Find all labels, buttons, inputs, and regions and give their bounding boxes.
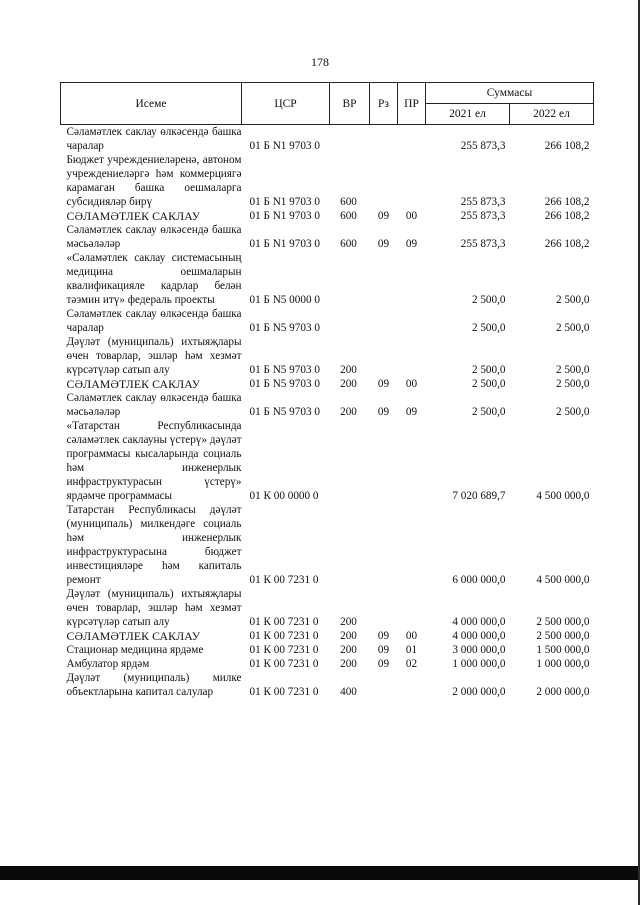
table-row (61, 307, 594, 335)
cell-y2: 266 108,2 (544, 238, 590, 250)
cell-y2: 2 500 000,0 (536, 630, 590, 642)
header-csr: ЦСР (242, 83, 330, 125)
cell-y2: 266 108,2 (544, 210, 590, 222)
cell-pr (398, 125, 426, 154)
cell-pr (398, 251, 426, 307)
table-row (61, 335, 594, 377)
cell-vr (330, 125, 370, 154)
cell-rz (370, 251, 398, 307)
cell-csr: 01 Б N1 9703 0 (249, 238, 320, 250)
table-row (61, 153, 594, 209)
cell-y1: 3 000 000,0 (452, 644, 506, 656)
cell-rz: 09 (377, 406, 390, 418)
cell-pr: 00 (405, 210, 418, 222)
cell-csr: 01 Б N5 9703 0 (249, 322, 320, 334)
cell-y2: 2 500,0 (555, 294, 590, 306)
cell-name: Дәүләт (муниципаль) ихтыяҗлары өчен товарлар, эшләр һәм хезмәт күрсәтүләр сатып алу (66, 588, 242, 628)
cell-y2: 266 108,2 (544, 140, 590, 152)
cell-rz (370, 671, 398, 699)
table-row (61, 391, 594, 419)
table-row (61, 503, 594, 587)
cell-csr: 01 Б N5 0000 0 (249, 294, 320, 306)
cell-pr: 00 (405, 378, 418, 390)
cell-y1: 2 500,0 (471, 406, 506, 418)
cell-name: Сәламәтлек саклау өлкәсендә башка мәсьәләләр (66, 224, 242, 250)
cell-y1: 255 873,3 (460, 210, 506, 222)
cell-name: СӘЛАМӘТЛЕК САКЛАУ (66, 209, 201, 223)
cell-y1: 2 500,0 (471, 364, 506, 376)
cell-pr: 09 (405, 238, 418, 250)
cell-vr: 200 (340, 616, 357, 628)
cell-rz: 09 (377, 238, 390, 250)
cell-y2: 1 000 000,0 (536, 658, 590, 670)
cell-vr (330, 503, 370, 587)
cell-pr: 09 (405, 406, 418, 418)
cell-y1: 6 000 000,0 (452, 574, 506, 586)
cell-rz (370, 587, 398, 629)
cell-name: Сәламәтлек саклау өлкәсендә башка чаралар (66, 126, 242, 152)
cell-name: СӘЛАМӘТЛЕК САКЛАУ (66, 629, 201, 643)
cell-csr: 01 Б N5 9703 0 (249, 378, 320, 390)
cell-name: «Сәламәтлек саклау системасының медицина оешмаларын квалификацияле кадрлар белән тәэмин итү» федераль проекты (66, 252, 242, 306)
cell-vr: 200 (340, 658, 357, 670)
table-row (61, 419, 594, 503)
cell-rz (370, 153, 398, 209)
cell-name: «Татарстан Республикасында сәламәтлек саклауны үстерү» дәүләт программасы кысаларында социаль һәм инженерлык инфраструктурасын үстерү» ярдәмче программасы (66, 420, 242, 502)
cell-rz: 09 (377, 658, 390, 670)
cell-csr: 01 К 00 7231 0 (249, 644, 319, 656)
cell-y2: 4 500 000,0 (536, 574, 590, 586)
cell-vr: 400 (340, 686, 357, 698)
cell-vr: 600 (340, 238, 357, 250)
cell-pr: 00 (405, 630, 418, 642)
cell-pr (398, 153, 426, 209)
cell-y1: 1 000 000,0 (452, 658, 506, 670)
cell-vr: 200 (340, 630, 357, 642)
cell-pr (398, 307, 426, 335)
cell-vr (330, 419, 370, 503)
cell-y2: 1 500 000,0 (536, 644, 590, 656)
cell-name: Стационар медицина ярдәме (66, 644, 204, 656)
table-row (61, 657, 594, 671)
cell-y1: 2 000 000,0 (452, 686, 506, 698)
cell-csr: 01 Б N1 9703 0 (249, 210, 320, 222)
cell-y1: 4 000 000,0 (452, 630, 506, 642)
cell-rz (370, 503, 398, 587)
cell-y2: 266 108,2 (544, 196, 590, 208)
table-row (61, 377, 594, 391)
header-pr: ПР (398, 83, 426, 125)
cell-rz: 09 (377, 210, 390, 222)
cell-csr: 01 К 00 7231 0 (249, 630, 319, 642)
cell-y2: 2 000 000,0 (536, 686, 590, 698)
cell-pr (398, 587, 426, 629)
cell-vr: 600 (340, 210, 357, 222)
cell-y2: 2 500,0 (555, 406, 590, 418)
cell-pr (398, 419, 426, 503)
header-year-2021: 2021 ел (426, 104, 510, 125)
cell-y2: 2 500,0 (555, 364, 590, 376)
table-row (61, 223, 594, 251)
table-row (61, 587, 594, 629)
cell-y1: 2 500,0 (471, 294, 506, 306)
cell-vr: 200 (340, 406, 357, 418)
cell-vr (330, 307, 370, 335)
cell-pr: 02 (405, 658, 418, 670)
header-rz: Рз (370, 83, 398, 125)
cell-csr: 01 К 00 0000 0 (249, 490, 319, 502)
cell-rz (370, 307, 398, 335)
cell-y2: 2 500 000,0 (536, 616, 590, 628)
cell-pr (398, 335, 426, 377)
cell-csr: 01 К 00 7231 0 (249, 574, 319, 586)
cell-vr (330, 251, 370, 307)
cell-csr: 01 К 00 7231 0 (249, 616, 319, 628)
cell-vr: 600 (340, 196, 357, 208)
cell-rz: 09 (377, 644, 390, 656)
scan-bottom-bar (0, 866, 640, 880)
table-row (61, 251, 594, 307)
cell-y1: 2 500,0 (471, 322, 506, 334)
cell-csr: 01 Б N1 9703 0 (249, 196, 320, 208)
cell-name: Татарстан Республикасы дәүләт (муниципаль) милкендәге социаль һәм инженерлык инфраструктурасына бюджет инвестицияләре һәм капиталь ремонт (66, 504, 242, 586)
cell-csr: 01 К 00 7231 0 (249, 658, 319, 670)
page-number: 178 (311, 55, 329, 69)
cell-y1: 7 020 689,7 (452, 490, 506, 502)
table-row (61, 671, 594, 699)
cell-vr: 200 (340, 644, 357, 656)
cell-csr: 01 Б N1 9703 0 (249, 140, 320, 152)
cell-rz (370, 335, 398, 377)
cell-pr: 01 (405, 644, 418, 656)
cell-y1: 4 000 000,0 (452, 616, 506, 628)
cell-y2: 4 500 000,0 (536, 490, 590, 502)
table-header (61, 83, 594, 125)
budget-table (60, 82, 594, 699)
cell-vr: 200 (340, 378, 357, 390)
header-vr: ВР (330, 83, 370, 125)
cell-y1: 255 873,3 (460, 196, 506, 208)
table-row (61, 629, 594, 643)
cell-rz (370, 125, 398, 154)
cell-vr: 200 (340, 364, 357, 376)
table-row (61, 643, 594, 657)
cell-name: Сәламәтлек саклау өлкәсендә башка чаралар (66, 308, 242, 334)
cell-csr: 01 К 00 7231 0 (249, 686, 319, 698)
cell-rz (370, 419, 398, 503)
cell-csr: 01 Б N5 9703 0 (249, 406, 320, 418)
cell-y2: 2 500,0 (555, 322, 590, 334)
cell-y1: 255 873,3 (460, 238, 506, 250)
table-row (61, 125, 594, 154)
cell-name: СӘЛАМӘТЛЕК САКЛАУ (66, 377, 201, 391)
cell-y2: 2 500,0 (555, 378, 590, 390)
header-name: Исеме (61, 83, 242, 125)
cell-y1: 255 873,3 (460, 140, 506, 152)
cell-name: Бюджет учреждениеләренә, автоном учреждениеләргә һәм коммерциягә карамаган башка оешмаларга субсидияләр бирү (66, 154, 242, 208)
cell-name: Дәүләт (муниципаль) милке объектларына капитал салулар (66, 672, 242, 698)
cell-pr (398, 503, 426, 587)
cell-rz: 09 (377, 630, 390, 642)
header-year-2022: 2022 ел (510, 104, 594, 125)
header-sums: Суммасы (426, 83, 594, 104)
cell-csr: 01 Б N5 9703 0 (249, 364, 320, 376)
table-body (61, 125, 594, 700)
cell-y1: 2 500,0 (471, 378, 506, 390)
cell-name: Сәламәтлек саклау өлкәсендә башка мәсьәләләр (66, 392, 242, 418)
table-row (61, 209, 594, 223)
cell-name: Дәүләт (муниципаль) ихтыяҗлары өчен товарлар, эшләр һәм хезмәт күрсәтүләр сатып алу (66, 336, 242, 376)
cell-pr (398, 671, 426, 699)
cell-rz: 09 (377, 378, 390, 390)
cell-name: Амбулатор ярдәм (66, 658, 150, 670)
